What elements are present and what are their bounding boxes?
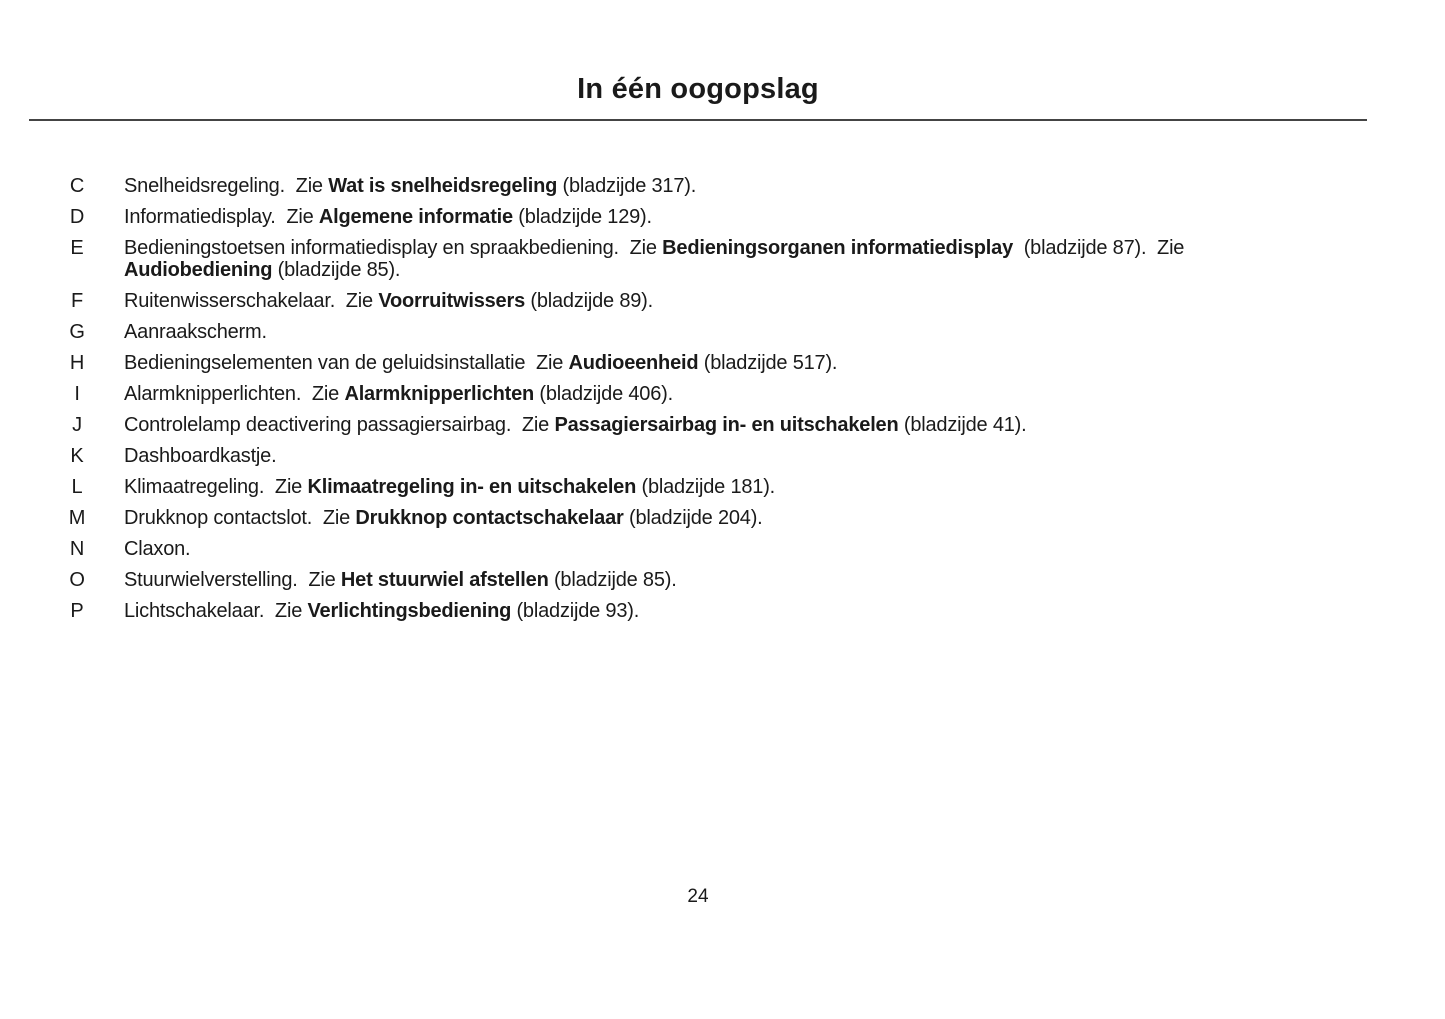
item-text-line: [124, 259, 1367, 281]
text-segment: (bladzijde 129).: [512, 206, 652, 228]
reference-title: Algemene informatie: [318, 206, 513, 228]
list-item: [29, 352, 1367, 374]
list-item: [29, 600, 1367, 622]
list-item: [29, 445, 1367, 467]
item-text-line: [124, 321, 1367, 343]
text-segment: (bladzijde 517).: [698, 352, 838, 374]
item-text: [124, 290, 1367, 312]
item-text-line: [124, 383, 1367, 405]
list-item: [29, 538, 1367, 560]
text-segment: Claxon.: [124, 538, 191, 560]
page-content: [29, 72, 1367, 622]
item-letter: O: [69, 569, 85, 591]
reference-title: Alarmknipperlichten: [344, 383, 535, 405]
text-segment: (bladzijde 85).: [548, 569, 677, 591]
reference-title: Passagiersairbag in- en uitschakelen: [554, 414, 899, 436]
text-segment: Drukknop contactslot. Zie: [124, 507, 356, 529]
text-segment: Informatiedisplay. Zie: [124, 206, 319, 228]
item-text-line: [124, 538, 1367, 560]
page-header: [29, 72, 1367, 121]
item-text-line: [124, 237, 1367, 259]
item-text: [124, 383, 1367, 405]
item-text-line: [124, 569, 1367, 591]
list-item: [29, 476, 1367, 498]
item-text-line: [124, 206, 1367, 228]
text-segment: Ruitenwisserschakelaar. Zie: [124, 290, 379, 312]
list-item: [29, 175, 1367, 197]
item-letter: H: [69, 352, 85, 374]
item-text-line: [124, 507, 1367, 529]
item-text: [124, 600, 1367, 622]
reference-title: Verlichtingsbediening: [307, 600, 512, 622]
item-text-line: [124, 290, 1367, 312]
reference-title: Audioeenheid: [568, 352, 699, 374]
list-item: [29, 569, 1367, 591]
item-text-line: [124, 476, 1367, 498]
page-title: In één oogopslag: [577, 73, 819, 105]
text-segment: Aanraakscherm.: [124, 321, 267, 343]
text-segment: Stuurwielverstelling. Zie: [124, 569, 341, 591]
item-letter: M: [68, 507, 86, 529]
item-text: [124, 237, 1367, 281]
item-letter: N: [69, 538, 85, 560]
glance-list: [29, 121, 1367, 622]
reference-title: Voorruitwissers: [378, 290, 525, 312]
text-segment: Controlelamp deactivering passagiersairbag. Zie: [124, 414, 555, 436]
reference-title: Het stuurwiel afstellen: [340, 569, 549, 591]
item-text: [124, 476, 1367, 498]
text-segment: (bladzijde 181).: [636, 476, 776, 498]
page-footer: [29, 886, 1367, 908]
item-text: [124, 414, 1367, 436]
text-segment: (bladzijde 93).: [511, 600, 640, 622]
text-segment: (bladzijde 89).: [525, 290, 653, 312]
text-segment: Bedieningstoetsen informatiedisplay en spraakbediening. Zie: [124, 237, 663, 259]
item-text: [124, 569, 1367, 591]
text-segment: (bladzijde 41).: [898, 414, 1027, 436]
item-text-line: [124, 414, 1367, 436]
item-letter: J: [72, 414, 82, 436]
text-segment: Alarmknipperlichten. Zie: [124, 383, 345, 405]
item-text: [124, 538, 1367, 560]
text-segment: Klimaatregeling. Zie: [124, 476, 308, 498]
item-text: [124, 175, 1367, 197]
text-segment: Snelheidsregeling. Zie: [124, 175, 329, 197]
text-segment: Lichtschakelaar. Zie: [124, 600, 308, 622]
list-item: [29, 414, 1367, 436]
list-item: [29, 383, 1367, 405]
list-item: [29, 237, 1367, 281]
list-item: [29, 206, 1367, 228]
item-letter: L: [71, 476, 83, 498]
item-letter: F: [70, 290, 84, 312]
text-segment: (bladzijde 406).: [534, 383, 673, 405]
item-text: [124, 321, 1367, 343]
text-segment: Dashboardkastje.: [124, 445, 277, 467]
list-item: [29, 321, 1367, 343]
reference-title: Klimaatregeling in- en uitschakelen: [307, 476, 637, 498]
item-text: [124, 445, 1367, 467]
item-text: [124, 507, 1367, 529]
item-letter: E: [70, 237, 84, 259]
text-segment: (bladzijde 85).: [272, 259, 401, 281]
list-item: [29, 290, 1367, 312]
item-text: [124, 352, 1367, 374]
page-number: 24: [687, 886, 709, 907]
reference-title: Audiobediening: [124, 259, 273, 281]
reference-title: Drukknop contactschakelaar: [355, 507, 624, 529]
item-letter: I: [74, 383, 80, 405]
item-text-line: [124, 600, 1367, 622]
reference-title: Bedieningsorganen informatiedisplay: [662, 237, 1013, 259]
reference-title: Wat is snelheidsregeling: [328, 175, 558, 197]
item-text-line: [124, 445, 1367, 467]
item-text-line: [124, 175, 1367, 197]
text-segment: (bladzijde 317).: [557, 175, 697, 197]
text-segment: (bladzijde 87). Zie: [1013, 237, 1185, 259]
text-segment: (bladzijde 204).: [623, 507, 763, 529]
text-segment: Bedieningselementen van de geluidsinstallatie Zie: [124, 352, 569, 374]
item-text-line: [124, 352, 1367, 374]
item-letter: K: [70, 445, 84, 467]
item-letter: D: [69, 206, 85, 228]
item-letter: G: [69, 321, 85, 343]
list-item: [29, 507, 1367, 529]
item-text: [124, 206, 1367, 228]
item-letter: P: [70, 600, 84, 622]
item-letter: C: [69, 175, 85, 197]
